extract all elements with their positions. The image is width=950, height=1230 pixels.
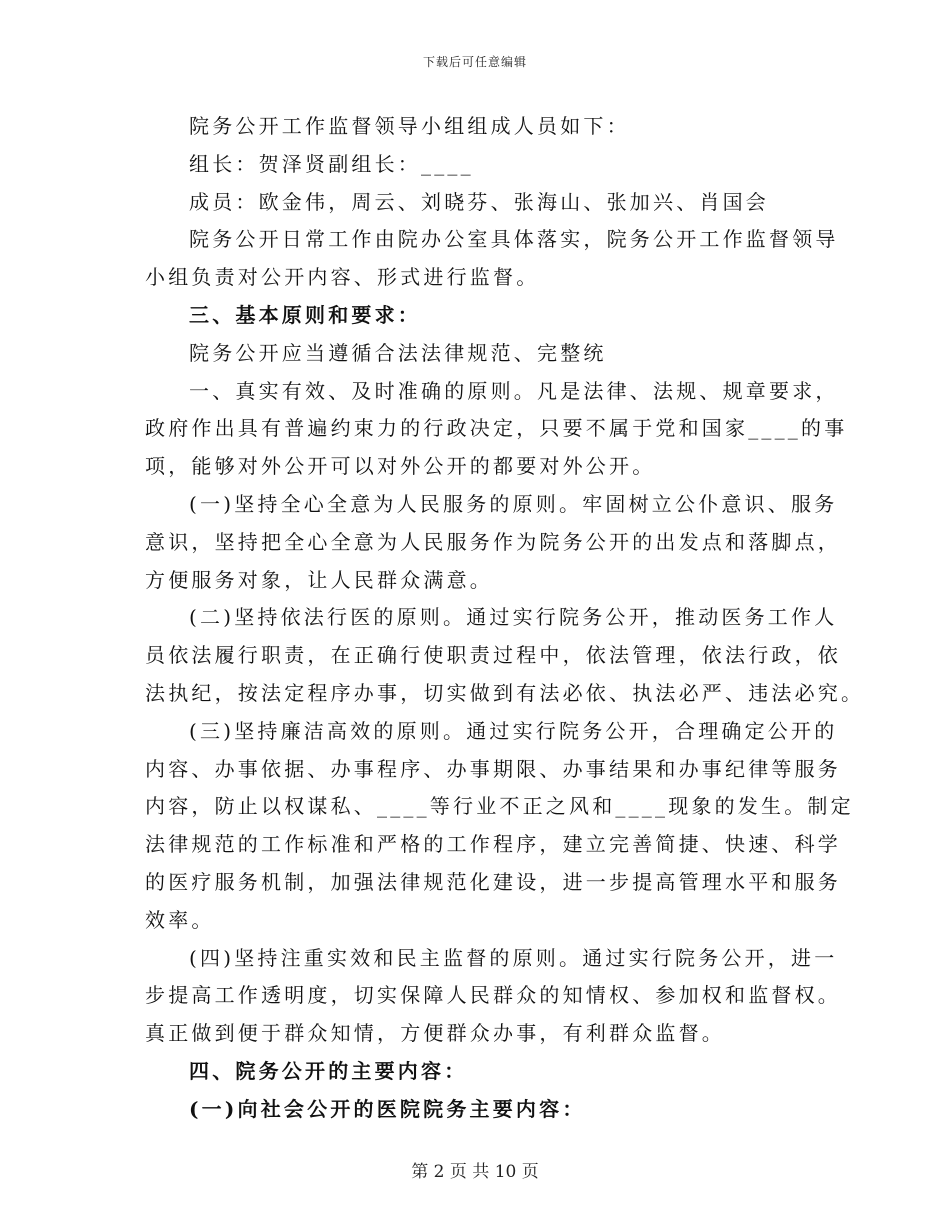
paragraph-line: (一)坚持全心全意为人民服务的原则。牢固树立公仆意识、服务 (189, 491, 838, 516)
paragraph-line: 步提高工作透明度，切实保障人民群众的知情权、参加权和监督权。 (145, 983, 841, 1008)
paragraph-line: 员依法履行职责，在正确行使职责过程中，依法管理，依法行政，依 (145, 643, 841, 668)
paragraph-line: 的医疗服务机制，加强法律规范化建设，进一步提高管理水平和服务 (145, 869, 841, 894)
paragraph-line: 法律规范的工作标准和严格的工作程序，建立完善简捷、快速、科学 (145, 832, 841, 857)
subsection-heading: (一)向社会公开的医院院务主要内容： (189, 1096, 586, 1121)
paragraph-line: 法执纪，按法定程序办事，切实做到有法必依、执法必严、违法必究。 (145, 680, 865, 705)
paragraph-line: 院务公开日常工作由院办公室具体落实，院务公开工作监督领导 (189, 227, 839, 252)
paragraph-line: 院务公开应当遵循合法法律规范、完整统 (189, 340, 607, 365)
paragraph-line: 院务公开工作监督领导小组组成人员如下： (189, 114, 630, 138)
paragraph-line: 效率。 (145, 907, 215, 932)
section-heading: 三、基本原则和要求： (189, 302, 421, 327)
paragraph-line: (三)坚持廉洁高效的原则。通过实行院务公开，合理确定公开的 (189, 718, 838, 743)
paragraph-line: 成员：欧金伟，周云、刘晓芬、张海山、张加兴、肖国会 (189, 189, 769, 214)
document-body (145, 108, 865, 1129)
paragraph-line: 方便服务对象，让人民群众满意。 (145, 567, 493, 592)
page-header: 下载后可任意编辑 (422, 55, 527, 69)
paragraph-line: 真正做到便于群众知情，方便群众办事，有利群众监督。 (145, 1021, 725, 1046)
paragraph-line: 一、真实有效、及时准确的原则。凡是法律、法规、规章要求， (189, 378, 839, 403)
paragraph-line: (二)坚持依法行医的原则。通过实行院务公开，推动医务工作人 (189, 605, 838, 630)
paragraph-line: 项，能够对外公开可以对外公开的都要对外公开。 (145, 454, 656, 479)
paragraph-line: 内容、办事依据、办事程序、办事期限、办事结果和办事纪律等服务 (145, 756, 841, 781)
paragraph-line: (四)坚持注重实效和民主监督的原则。通过实行院务公开，进一 (189, 945, 838, 970)
paragraph-line: 小组负责对公开内容、形式进行监督。 (145, 265, 540, 290)
paragraph-line: 意识，坚持把全心全意为人民服务作为院务公开的出发点和落脚点， (145, 529, 841, 554)
section-heading: 四、院务公开的主要内容： (189, 1058, 468, 1083)
page-number: 第 2 页 共 10 页 (411, 1162, 539, 1182)
paragraph-line: 政府作出具有普遍约束力的行政决定，只要不属于党和国家____的事 (145, 416, 848, 441)
paragraph-line: 组长：贺泽贤副组长：____ (189, 151, 474, 176)
paragraph-line: 内容，防止以权谋私、____等行业不正之风和____现象的发生。制定 (145, 794, 854, 819)
